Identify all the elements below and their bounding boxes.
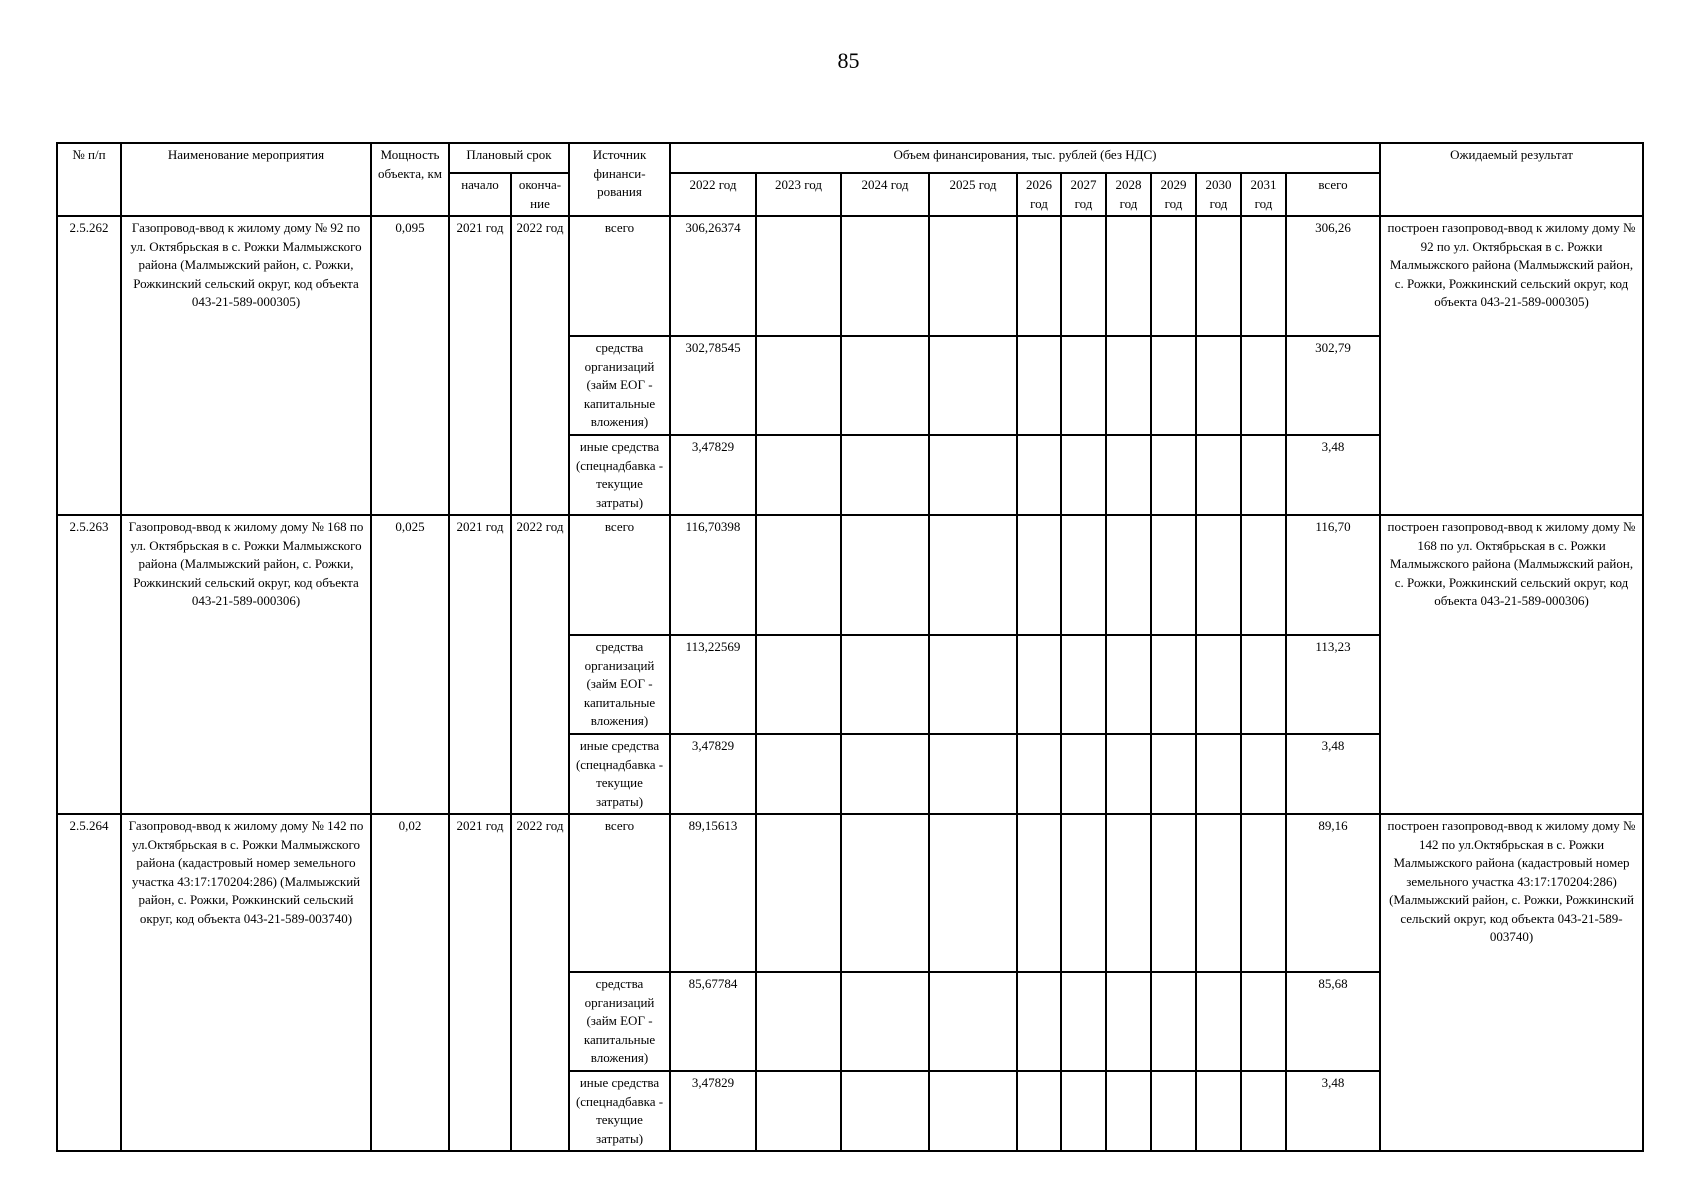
empty-cell — [1196, 814, 1241, 972]
empty-cell — [841, 435, 929, 515]
value-total: 89,16 — [1286, 814, 1380, 972]
empty-cell — [1061, 216, 1106, 336]
empty-cell — [1061, 515, 1106, 635]
empty-cell — [1106, 635, 1151, 734]
empty-cell — [841, 972, 929, 1071]
empty-cell — [1017, 515, 1061, 635]
empty-cell — [1061, 1071, 1106, 1151]
empty-cell — [1017, 1071, 1061, 1151]
empty-cell — [1061, 734, 1106, 814]
empty-cell — [1017, 216, 1061, 336]
empty-cell — [1241, 515, 1286, 635]
empty-cell — [929, 972, 1017, 1071]
empty-cell — [929, 336, 1017, 435]
empty-cell — [1241, 1071, 1286, 1151]
header-year: 2023 год — [756, 173, 841, 216]
empty-cell — [929, 1071, 1017, 1151]
empty-cell — [1241, 216, 1286, 336]
empty-cell — [1151, 734, 1196, 814]
empty-cell — [1017, 435, 1061, 515]
empty-cell — [756, 734, 841, 814]
empty-cell — [756, 216, 841, 336]
header-name: Наименование мероприятия — [121, 143, 371, 216]
value-total: 85,68 — [1286, 972, 1380, 1071]
expected-result: построен газопровод-ввод к жилому дому № 142 по ул.Октябрьская в с. Рожки Малмыжского района (кадастровый номер земельного участка 43:17:170204:286) (Малмыжский район, с. Рожки, Рожкинский сельский округ, код объекта 043-21-589-003740) — [1380, 814, 1643, 1151]
empty-cell — [1196, 635, 1241, 734]
empty-cell — [756, 336, 841, 435]
empty-cell — [756, 814, 841, 972]
empty-cell — [1106, 814, 1151, 972]
value-2022: 116,70398 — [670, 515, 756, 635]
header-year: 2025 год — [929, 173, 1017, 216]
value-2022: 89,15613 — [670, 814, 756, 972]
empty-cell — [1151, 515, 1196, 635]
funding-plan-table — [56, 142, 1644, 1152]
capacity-value: 0,025 — [371, 515, 449, 814]
empty-cell — [1106, 336, 1151, 435]
empty-cell — [929, 435, 1017, 515]
empty-cell — [1151, 635, 1196, 734]
value-2022: 3,47829 — [670, 734, 756, 814]
empty-cell — [1196, 1071, 1241, 1151]
header-year: 2031 год — [1241, 173, 1286, 216]
value-2022: 3,47829 — [670, 1071, 756, 1151]
capacity-value: 0,02 — [371, 814, 449, 1151]
header-end: оконча-ние — [511, 173, 569, 216]
value-2022: 3,47829 — [670, 435, 756, 515]
event-name: Газопровод-ввод к жилому дому № 142 по ул.Октябрьская в с. Рожки Малмыжского района (кадастровый номер земельного участка 43:17:170204:286) (Малмыжский район, с. Рожки, Рожкинский сельский округ, код объекта 043-21-589-003740) — [121, 814, 371, 1151]
source-label: иные средства (спецнадбавка - текущие затраты) — [569, 435, 670, 515]
value-total: 3,48 — [1286, 1071, 1380, 1151]
empty-cell — [1241, 336, 1286, 435]
source-label: иные средства (спецнадбавка - текущие затраты) — [569, 1071, 670, 1151]
header-result: Ожидаемый результат — [1380, 143, 1643, 216]
table-row — [57, 515, 1643, 635]
header-year: 2029 год — [1151, 173, 1196, 216]
empty-cell — [841, 734, 929, 814]
start-year: 2021 год — [449, 814, 511, 1151]
empty-cell — [1241, 635, 1286, 734]
end-year: 2022 год — [511, 814, 569, 1151]
page-number: 85 — [837, 48, 860, 73]
empty-cell — [1151, 1071, 1196, 1151]
expected-result: построен газопровод-ввод к жилому дому № 92 по ул. Октябрьская в с. Рожки Малмыжского района (Малмыжский район, с. Рожки, Рожкинский сельский округ, код объекта 043-21-589-000305) — [1380, 216, 1643, 515]
empty-cell — [841, 515, 929, 635]
empty-cell — [929, 814, 1017, 972]
header-year: 2024 год — [841, 173, 929, 216]
header-year: 2022 год — [670, 173, 756, 216]
empty-cell — [1106, 972, 1151, 1071]
header-num: № п/п — [57, 143, 121, 216]
table-header — [57, 143, 1643, 216]
value-2022: 85,67784 — [670, 972, 756, 1071]
value-2022: 113,22569 — [670, 635, 756, 734]
value-total: 302,79 — [1286, 336, 1380, 435]
header-total: всего — [1286, 173, 1380, 216]
end-year: 2022 год — [511, 515, 569, 814]
header-capacity: Мощность объекта, км — [371, 143, 449, 216]
empty-cell — [1151, 435, 1196, 515]
table-row — [57, 814, 1643, 972]
empty-cell — [1017, 972, 1061, 1071]
source-label: средства организаций (займ ЕОГ - капитальные вложения) — [569, 635, 670, 734]
empty-cell — [1017, 635, 1061, 734]
empty-cell — [841, 216, 929, 336]
empty-cell — [1061, 972, 1106, 1071]
header-year: 2030 год — [1196, 173, 1241, 216]
empty-cell — [1061, 336, 1106, 435]
empty-cell — [1106, 216, 1151, 336]
empty-cell — [756, 635, 841, 734]
empty-cell — [756, 972, 841, 1071]
empty-cell — [841, 635, 929, 734]
row-number: 2.5.263 — [57, 515, 121, 814]
start-year: 2021 год — [449, 216, 511, 515]
empty-cell — [1106, 515, 1151, 635]
value-total: 116,70 — [1286, 515, 1380, 635]
empty-cell — [756, 1071, 841, 1151]
source-label: всего — [569, 216, 670, 336]
value-total: 113,23 — [1286, 635, 1380, 734]
source-label: средства организаций (займ ЕОГ - капитальные вложения) — [569, 336, 670, 435]
event-name: Газопровод-ввод к жилому дому № 92 по ул. Октябрьская в с. Рожки Малмыжского района (Малмыжский район, с. Рожки, Рожкинский сельский округ, код объекта 043-21-589-000305) — [121, 216, 371, 515]
empty-cell — [1151, 814, 1196, 972]
empty-cell — [1196, 972, 1241, 1071]
empty-cell — [1017, 336, 1061, 435]
source-label: иные средства (спецнадбавка - текущие затраты) — [569, 734, 670, 814]
row-number: 2.5.262 — [57, 216, 121, 515]
empty-cell — [1017, 814, 1061, 972]
empty-cell — [1106, 734, 1151, 814]
empty-cell — [929, 515, 1017, 635]
empty-cell — [929, 635, 1017, 734]
empty-cell — [1241, 814, 1286, 972]
empty-cell — [1241, 734, 1286, 814]
value-total: 3,48 — [1286, 435, 1380, 515]
capacity-value: 0,095 — [371, 216, 449, 515]
empty-cell — [756, 515, 841, 635]
value-2022: 306,26374 — [670, 216, 756, 336]
header-year: 2028 год — [1106, 173, 1151, 216]
empty-cell — [1241, 972, 1286, 1071]
empty-cell — [1196, 515, 1241, 635]
empty-cell — [841, 1071, 929, 1151]
header-funding: Объем финансирования, тыс. рублей (без НДС) — [670, 143, 1380, 173]
header-year: 2027 год — [1061, 173, 1106, 216]
source-label: средства организаций (займ ЕОГ - капитальные вложения) — [569, 972, 670, 1071]
empty-cell — [1196, 734, 1241, 814]
empty-cell — [1151, 336, 1196, 435]
row-number: 2.5.264 — [57, 814, 121, 1151]
header-start: начало — [449, 173, 511, 216]
empty-cell — [1241, 435, 1286, 515]
empty-cell — [1061, 435, 1106, 515]
empty-cell — [841, 814, 929, 972]
source-label: всего — [569, 515, 670, 635]
expected-result: построен газопровод-ввод к жилому дому № 168 по ул. Октябрьская в с. Рожки Малмыжского района (Малмыжский район, с. Рожки, Рожкинский сельский округ, код объекта 043-21-589-000306) — [1380, 515, 1643, 814]
empty-cell — [1061, 635, 1106, 734]
empty-cell — [929, 216, 1017, 336]
header-schedule: Плановый срок — [449, 143, 569, 173]
value-total: 3,48 — [1286, 734, 1380, 814]
empty-cell — [1196, 336, 1241, 435]
table-body — [57, 216, 1643, 1151]
empty-cell — [929, 734, 1017, 814]
header-year: 2026 год — [1017, 173, 1061, 216]
header-source: Источник финанси-рования — [569, 143, 670, 216]
empty-cell — [1061, 814, 1106, 972]
value-total: 306,26 — [1286, 216, 1380, 336]
empty-cell — [1196, 216, 1241, 336]
empty-cell — [1196, 435, 1241, 515]
empty-cell — [1151, 972, 1196, 1071]
empty-cell — [756, 435, 841, 515]
end-year: 2022 год — [511, 216, 569, 515]
event-name: Газопровод-ввод к жилому дому № 168 по ул. Октябрьская в с. Рожки Малмыжского района (Малмыжский район, с. Рожки, Рожкинский сельский округ, код объекта 043-21-589-000306) — [121, 515, 371, 814]
source-label: всего — [569, 814, 670, 972]
empty-cell — [841, 336, 929, 435]
table-row — [57, 216, 1643, 336]
empty-cell — [1106, 1071, 1151, 1151]
value-2022: 302,78545 — [670, 336, 756, 435]
empty-cell — [1151, 216, 1196, 336]
empty-cell — [1106, 435, 1151, 515]
empty-cell — [1017, 734, 1061, 814]
start-year: 2021 год — [449, 515, 511, 814]
